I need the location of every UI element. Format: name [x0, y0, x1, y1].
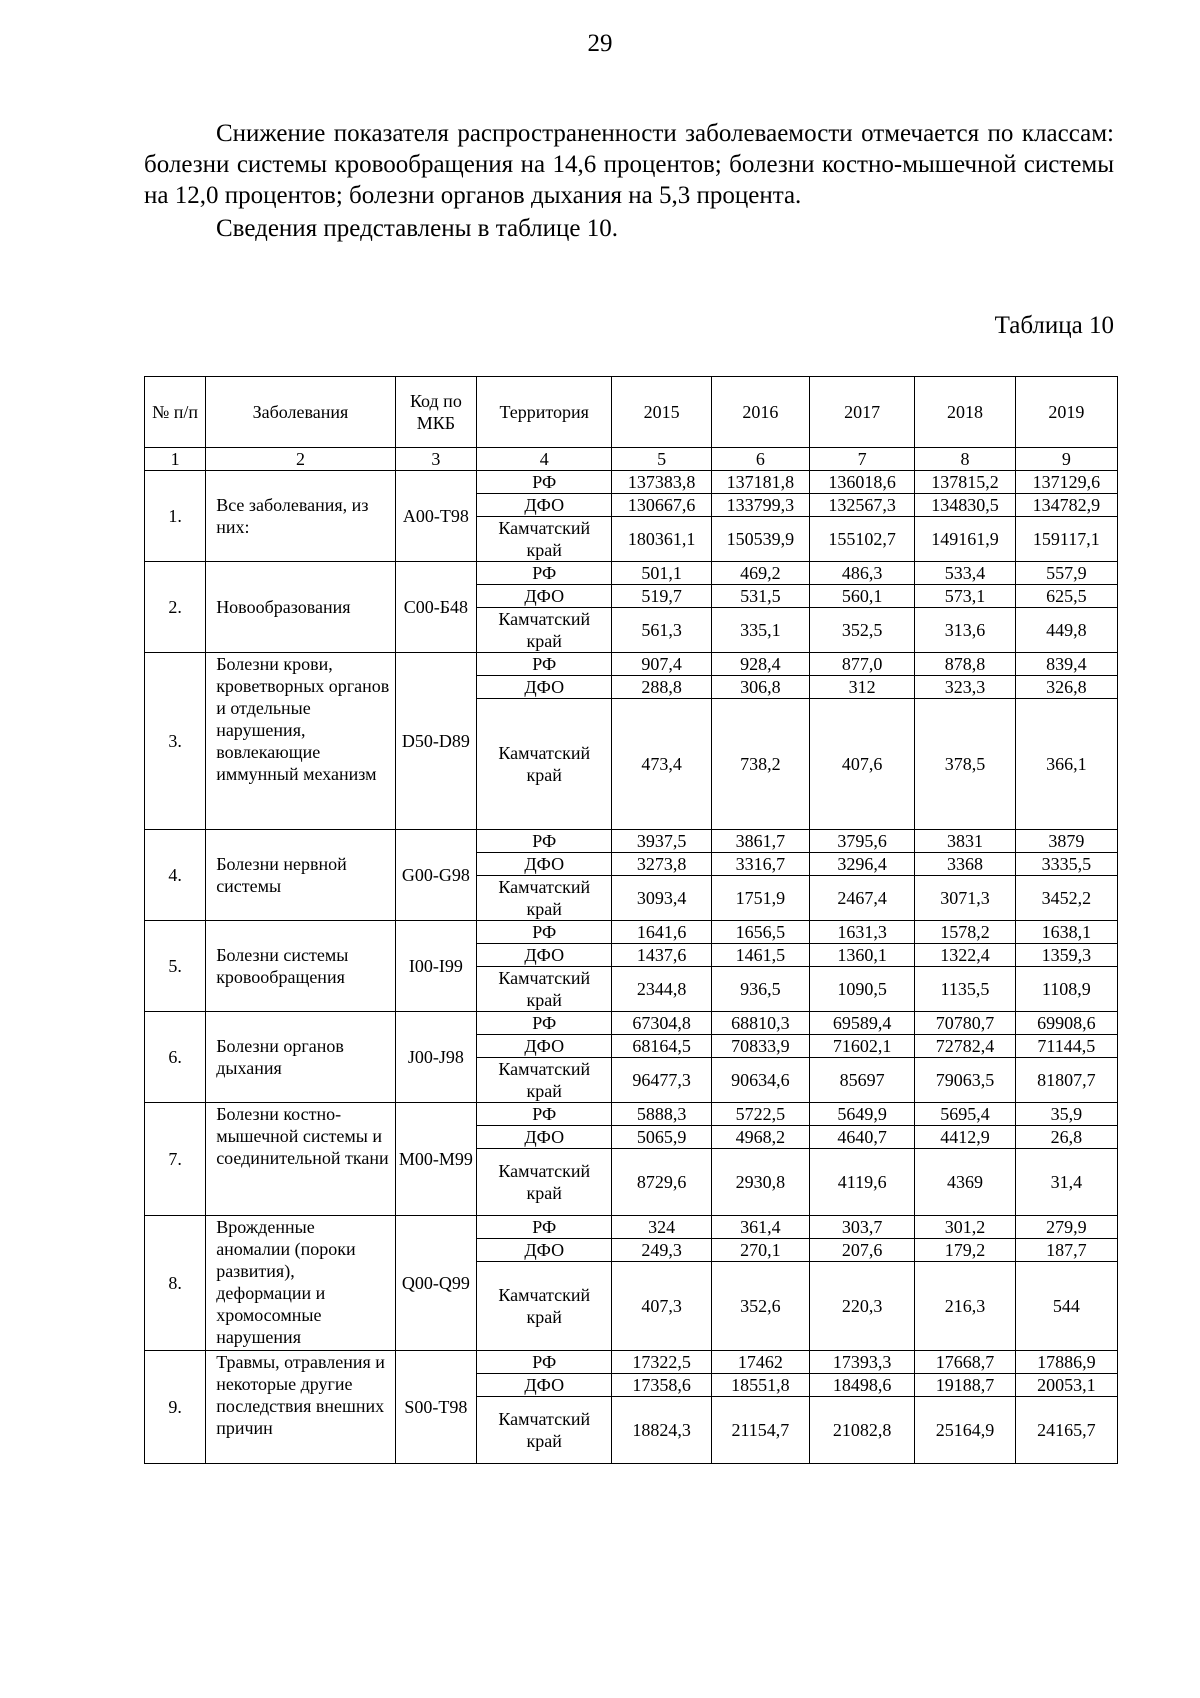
icd-code: Q00-Q99: [395, 1216, 476, 1351]
value-cell: 1437,6: [612, 944, 711, 967]
header-year-2015: 2015: [612, 377, 711, 448]
value-cell: 288,8: [612, 676, 711, 699]
icd-code: C00-Б48: [395, 562, 476, 653]
row-number: 6.: [145, 1012, 206, 1103]
value-cell: 2930,8: [711, 1149, 809, 1216]
value-cell: 486,3: [810, 562, 915, 585]
value-cell: 71144,5: [1015, 1035, 1117, 1058]
value-cell: 18498,6: [810, 1374, 915, 1397]
value-cell: 134830,5: [915, 494, 1015, 517]
value-cell: 134782,9: [1015, 494, 1117, 517]
value-cell: 907,4: [612, 653, 711, 676]
value-cell: 17462: [711, 1351, 809, 1374]
body-text: [144, 118, 1114, 244]
header-disease: Заболевания: [206, 377, 396, 448]
value-cell: 361,4: [711, 1216, 809, 1239]
row-number: 1.: [145, 471, 206, 562]
value-cell: 25164,9: [915, 1397, 1015, 1464]
value-cell: 4412,9: [915, 1126, 1015, 1149]
table-row: [145, 471, 1118, 494]
header-num: № п/п: [145, 377, 206, 448]
disease-name: Болезни костно-мышечной системы и соединительной ткани: [206, 1103, 396, 1216]
territory-kamchatka: Камчатский край: [477, 1397, 612, 1464]
value-cell: 24165,7: [1015, 1397, 1117, 1464]
territory-kamchatka: Камчатский край: [477, 1262, 612, 1351]
value-cell: 21082,8: [810, 1397, 915, 1464]
value-cell: 1638,1: [1015, 921, 1117, 944]
value-cell: 216,3: [915, 1262, 1015, 1351]
row-number: 9.: [145, 1351, 206, 1464]
value-cell: 3273,8: [612, 853, 711, 876]
value-cell: 35,9: [1015, 1103, 1117, 1126]
territory-rf: РФ: [477, 1351, 612, 1374]
value-cell: 335,1: [711, 608, 809, 653]
table-row: [145, 1351, 1118, 1374]
value-cell: 1108,9: [1015, 967, 1117, 1012]
value-cell: 132567,3: [810, 494, 915, 517]
territory-rf: РФ: [477, 1216, 612, 1239]
icd-code: A00-T98: [395, 471, 476, 562]
value-cell: 469,2: [711, 562, 809, 585]
value-cell: 531,5: [711, 585, 809, 608]
value-cell: 928,4: [711, 653, 809, 676]
icd-code: G00-G98: [395, 830, 476, 921]
value-cell: 155102,7: [810, 517, 915, 562]
value-cell: 1090,5: [810, 967, 915, 1012]
territory-dfo: ДФО: [477, 1374, 612, 1397]
value-cell: 878,8: [915, 653, 1015, 676]
disease-name: Все заболевания, из них:: [206, 471, 396, 562]
disease-name: Болезни органов дыхания: [206, 1012, 396, 1103]
value-cell: 3452,2: [1015, 876, 1117, 921]
value-cell: 473,4: [612, 699, 711, 830]
territory-dfo: ДФО: [477, 1239, 612, 1262]
icd-code: I00-I99: [395, 921, 476, 1012]
value-cell: 738,2: [711, 699, 809, 830]
value-cell: 573,1: [915, 585, 1015, 608]
value-cell: 3296,4: [810, 853, 915, 876]
value-cell: 313,6: [915, 608, 1015, 653]
territory-kamchatka: Камчатский край: [477, 517, 612, 562]
column-number: 5: [612, 448, 711, 471]
territory-dfo: ДФО: [477, 494, 612, 517]
value-cell: 1631,3: [810, 921, 915, 944]
value-cell: 68810,3: [711, 1012, 809, 1035]
territory-rf: РФ: [477, 653, 612, 676]
value-cell: 544: [1015, 1262, 1117, 1351]
value-cell: 8729,6: [612, 1149, 711, 1216]
value-cell: 306,8: [711, 676, 809, 699]
value-cell: 149161,9: [915, 517, 1015, 562]
morbidity-table: [144, 376, 1118, 1464]
territory-kamchatka: Камчатский край: [477, 876, 612, 921]
disease-name: Болезни нервной системы: [206, 830, 396, 921]
icd-code: S00-T98: [395, 1351, 476, 1464]
table-row: [145, 562, 1118, 585]
value-cell: 378,5: [915, 699, 1015, 830]
value-cell: 17393,3: [810, 1351, 915, 1374]
value-cell: 69908,6: [1015, 1012, 1117, 1035]
value-cell: 18551,8: [711, 1374, 809, 1397]
disease-name: Новообразования: [206, 562, 396, 653]
value-cell: 4119,6: [810, 1149, 915, 1216]
value-cell: 1359,3: [1015, 944, 1117, 967]
value-cell: 5722,5: [711, 1103, 809, 1126]
territory-kamchatka: Камчатский край: [477, 1149, 612, 1216]
header-year-2017: 2017: [810, 377, 915, 448]
column-number: 6: [711, 448, 809, 471]
value-cell: 5649,9: [810, 1103, 915, 1126]
value-cell: 366,1: [1015, 699, 1117, 830]
value-cell: 70780,7: [915, 1012, 1015, 1035]
value-cell: 2467,4: [810, 876, 915, 921]
territory-rf: РФ: [477, 471, 612, 494]
territory-rf: РФ: [477, 1012, 612, 1035]
territory-dfo: ДФО: [477, 676, 612, 699]
value-cell: 877,0: [810, 653, 915, 676]
value-cell: 3368: [915, 853, 1015, 876]
territory-rf: РФ: [477, 1103, 612, 1126]
table-row: [145, 921, 1118, 944]
row-number: 4.: [145, 830, 206, 921]
paragraph-decline-summary: Снижение показателя распространенности заболеваемости отмечается по классам: болезни системы кровообращения на 14,6 процентов; болезни костно-мышечной системы на 12,0 процентов; болезни органов дыхания на 5,3 процента.: [144, 120, 1114, 209]
value-cell: 187,7: [1015, 1239, 1117, 1262]
value-cell: 326,8: [1015, 676, 1117, 699]
value-cell: 137181,8: [711, 471, 809, 494]
disease-name: Болезни системы кровообращения: [206, 921, 396, 1012]
value-cell: 4369: [915, 1149, 1015, 1216]
header-year-2016: 2016: [711, 377, 809, 448]
value-cell: 557,9: [1015, 562, 1117, 585]
icd-code: M00-M99: [395, 1103, 476, 1216]
column-number: 9: [1015, 448, 1117, 471]
value-cell: 26,8: [1015, 1126, 1117, 1149]
value-cell: 137383,8: [612, 471, 711, 494]
value-cell: 1656,5: [711, 921, 809, 944]
territory-rf: РФ: [477, 830, 612, 853]
table-row: [145, 1012, 1118, 1035]
value-cell: 1135,5: [915, 967, 1015, 1012]
column-number: 8: [915, 448, 1015, 471]
value-cell: 3335,5: [1015, 853, 1117, 876]
territory-rf: РФ: [477, 562, 612, 585]
value-cell: 3795,6: [810, 830, 915, 853]
value-cell: 85697: [810, 1058, 915, 1103]
value-cell: 1751,9: [711, 876, 809, 921]
territory-dfo: ДФО: [477, 1035, 612, 1058]
value-cell: 303,7: [810, 1216, 915, 1239]
value-cell: 301,2: [915, 1216, 1015, 1239]
value-cell: 137815,2: [915, 471, 1015, 494]
row-number: 2.: [145, 562, 206, 653]
value-cell: 179,2: [915, 1239, 1015, 1262]
paragraph-table-reference: Сведения представлены в таблице 10.: [216, 215, 618, 242]
value-cell: 1322,4: [915, 944, 1015, 967]
value-cell: 270,1: [711, 1239, 809, 1262]
value-cell: 249,3: [612, 1239, 711, 1262]
value-cell: 560,1: [810, 585, 915, 608]
value-cell: 207,6: [810, 1239, 915, 1262]
value-cell: 69589,4: [810, 1012, 915, 1035]
disease-name: Болезни крови, кроветворных органов и отдельные нарушения, вовлекающие иммунный механизм: [206, 653, 396, 830]
header-year-2018: 2018: [915, 377, 1015, 448]
column-number: 3: [395, 448, 476, 471]
territory-dfo: ДФО: [477, 1126, 612, 1149]
value-cell: 5065,9: [612, 1126, 711, 1149]
header-code: Код по МКБ: [395, 377, 476, 448]
value-cell: 839,4: [1015, 653, 1117, 676]
territory-kamchatka: Камчатский край: [477, 1058, 612, 1103]
value-cell: 533,4: [915, 562, 1015, 585]
value-cell: 936,5: [711, 967, 809, 1012]
value-cell: 17358,6: [612, 1374, 711, 1397]
value-cell: 519,7: [612, 585, 711, 608]
value-cell: 352,5: [810, 608, 915, 653]
value-cell: 3937,5: [612, 830, 711, 853]
value-cell: 31,4: [1015, 1149, 1117, 1216]
value-cell: 4640,7: [810, 1126, 915, 1149]
page-number: 29: [587, 30, 613, 57]
value-cell: 4968,2: [711, 1126, 809, 1149]
territory-kamchatka: Камчатский край: [477, 699, 612, 830]
value-cell: 407,6: [810, 699, 915, 830]
value-cell: 180361,1: [612, 517, 711, 562]
value-cell: 449,8: [1015, 608, 1117, 653]
value-cell: 3861,7: [711, 830, 809, 853]
value-cell: 3071,3: [915, 876, 1015, 921]
territory-rf: РФ: [477, 921, 612, 944]
value-cell: 70833,9: [711, 1035, 809, 1058]
row-number: 8.: [145, 1216, 206, 1351]
disease-name: Травмы, отравления и некоторые другие последствия внешних причин: [206, 1351, 396, 1464]
value-cell: 1578,2: [915, 921, 1015, 944]
row-number: 7.: [145, 1103, 206, 1216]
column-number: 1: [145, 448, 206, 471]
value-cell: 501,1: [612, 562, 711, 585]
value-cell: 79063,5: [915, 1058, 1015, 1103]
territory-dfo: ДФО: [477, 944, 612, 967]
table-row: [145, 830, 1118, 853]
value-cell: 96477,3: [612, 1058, 711, 1103]
table-header-row: [145, 377, 1118, 448]
value-cell: 561,3: [612, 608, 711, 653]
table-row: [145, 1103, 1118, 1126]
value-cell: 20053,1: [1015, 1374, 1117, 1397]
value-cell: 21154,7: [711, 1397, 809, 1464]
value-cell: 1641,6: [612, 921, 711, 944]
territory-kamchatka: Камчатский край: [477, 967, 612, 1012]
territory-kamchatka: Камчатский край: [477, 608, 612, 653]
value-cell: 279,9: [1015, 1216, 1117, 1239]
value-cell: 3093,4: [612, 876, 711, 921]
value-cell: 150539,9: [711, 517, 809, 562]
value-cell: 17668,7: [915, 1351, 1015, 1374]
value-cell: 18824,3: [612, 1397, 711, 1464]
value-cell: 3316,7: [711, 853, 809, 876]
value-cell: 136018,6: [810, 471, 915, 494]
value-cell: 324: [612, 1216, 711, 1239]
value-cell: 19188,7: [915, 1374, 1015, 1397]
table-caption: Таблица 10: [994, 312, 1114, 339]
value-cell: 220,3: [810, 1262, 915, 1351]
value-cell: 5888,3: [612, 1103, 711, 1126]
value-cell: 133799,3: [711, 494, 809, 517]
value-cell: 1461,5: [711, 944, 809, 967]
territory-dfo: ДФО: [477, 853, 612, 876]
value-cell: 2344,8: [612, 967, 711, 1012]
value-cell: 323,3: [915, 676, 1015, 699]
value-cell: 67304,8: [612, 1012, 711, 1035]
value-cell: 68164,5: [612, 1035, 711, 1058]
column-number: 4: [477, 448, 612, 471]
row-number: 3.: [145, 653, 206, 830]
value-cell: 3831: [915, 830, 1015, 853]
territory-dfo: ДФО: [477, 585, 612, 608]
value-cell: 17886,9: [1015, 1351, 1117, 1374]
value-cell: 5695,4: [915, 1103, 1015, 1126]
column-number: 7: [810, 448, 915, 471]
icd-code: J00-J98: [395, 1012, 476, 1103]
value-cell: 159117,1: [1015, 517, 1117, 562]
value-cell: 312: [810, 676, 915, 699]
header-year-2019: 2019: [1015, 377, 1117, 448]
value-cell: 72782,4: [915, 1035, 1015, 1058]
value-cell: 130667,6: [612, 494, 711, 517]
table-row: [145, 1216, 1118, 1239]
value-cell: 71602,1: [810, 1035, 915, 1058]
value-cell: 625,5: [1015, 585, 1117, 608]
value-cell: 17322,5: [612, 1351, 711, 1374]
icd-code: D50-D89: [395, 653, 476, 830]
value-cell: 137129,6: [1015, 471, 1117, 494]
value-cell: 81807,7: [1015, 1058, 1117, 1103]
header-territory: Территория: [477, 377, 612, 448]
column-number-row: [145, 448, 1118, 471]
row-number: 5.: [145, 921, 206, 1012]
disease-name: Врожденные аномалии (пороки развития), деформации и хромосомные нарушения: [206, 1216, 396, 1351]
value-cell: 3879: [1015, 830, 1117, 853]
table-row: [145, 653, 1118, 676]
value-cell: 90634,6: [711, 1058, 809, 1103]
value-cell: 1360,1: [810, 944, 915, 967]
column-number: 2: [206, 448, 396, 471]
value-cell: 352,6: [711, 1262, 809, 1351]
value-cell: 407,3: [612, 1262, 711, 1351]
